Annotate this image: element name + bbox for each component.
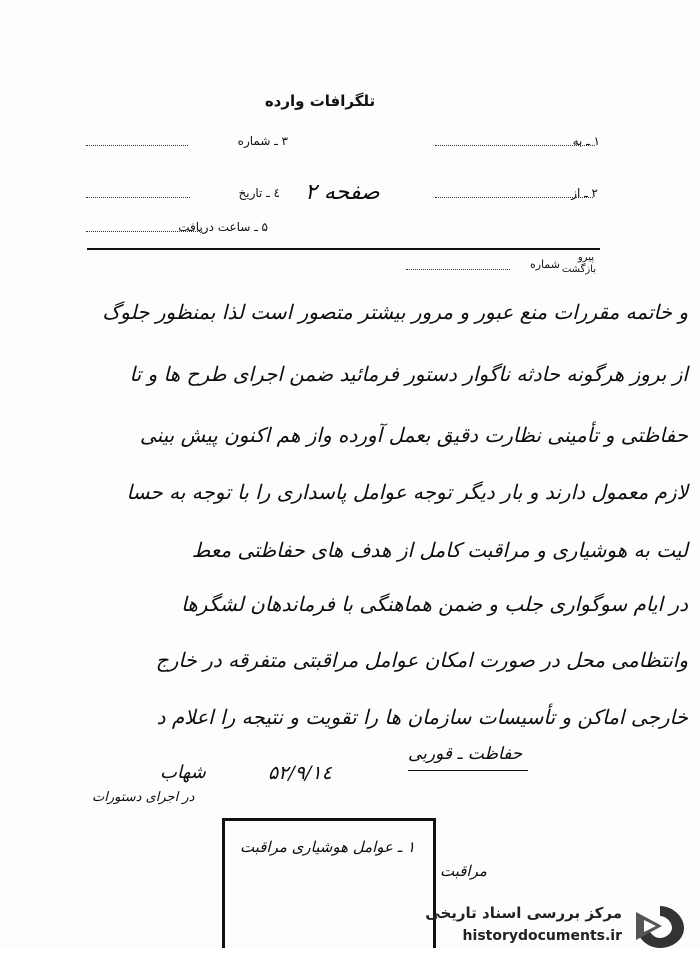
reference-number-label: شماره xyxy=(529,258,560,271)
field-to-dots xyxy=(435,135,595,146)
body-line: در ایام سوگواری جلب و ضمن هماهنگی با فرماندهان لشگرها xyxy=(181,592,688,616)
watermark-site: historydocuments.ir xyxy=(462,928,622,944)
body-line: خارجی اماکن و تأسیسات سازمان ها را تقویت و نتیجه را اعلام د xyxy=(156,705,688,729)
header-divider xyxy=(87,248,600,250)
body-line: لازم معمول دارند و بار دیگر توجه عوامل پاسداری را با توجه به حسا xyxy=(126,480,688,504)
watermark-title: مرکز بررسی اسناد تاریخی xyxy=(425,904,622,922)
followup-label: پیرو xyxy=(577,252,594,263)
body-line: و خاتمه مقررات منع عبور و مرور بیشتر متصور است لذا بمنظور جلوگ xyxy=(102,300,688,324)
field-number-label: ۳ ـ شماره xyxy=(237,134,288,148)
field-number-dots xyxy=(86,135,188,146)
page-number-handwritten: صفحه ۲ xyxy=(305,180,380,205)
note-line: در اجرای دستورات xyxy=(92,790,195,805)
note-line: ۱ ـ عوامل هوشیاری مراقبت xyxy=(240,838,416,856)
field-date-label: ٤ ـ تاریخ xyxy=(238,186,280,200)
signature-underline xyxy=(408,770,528,771)
body-line: لیت به هوشیاری و مراقبت کامل از هدف های حفاظتی معط xyxy=(191,538,688,562)
signature-text: حفاظت ـ قوربی xyxy=(408,744,523,764)
body-line: از بروز هرگونه حادثه ناگوار دستور فرمائید ضمن اجرای طرح ها و تا xyxy=(129,362,688,386)
field-from-label: ۲ ـ از xyxy=(571,186,598,200)
archive-logo-icon xyxy=(632,902,688,952)
body-line: وانتظامی محل در صورت امکان عوامل مراقبتی متفرقه در خارج xyxy=(155,648,688,672)
field-date-dots xyxy=(86,187,190,198)
field-received-label: ۵ ـ ساعت دریافت xyxy=(178,220,268,234)
field-from-dots xyxy=(435,187,593,198)
archive-watermark xyxy=(412,900,694,956)
date-handwritten: ۵۲/۹/۱٤ xyxy=(268,762,332,784)
reference-number-dots xyxy=(406,259,510,270)
sign-name: شهاب xyxy=(160,762,206,783)
field-to-label: ۱ ـ به xyxy=(572,134,600,148)
stamp-box xyxy=(222,818,436,964)
form-title: تلگرافات وارده xyxy=(264,92,376,110)
note-line: مراقبت xyxy=(440,862,487,880)
reference-label: بازگشت xyxy=(561,264,596,275)
body-line: حفاظتی و تأمینی نظارت دقیق بعمل آورده واز هم اکنون پیش بینی xyxy=(139,423,688,447)
field-received-dots xyxy=(86,221,202,232)
